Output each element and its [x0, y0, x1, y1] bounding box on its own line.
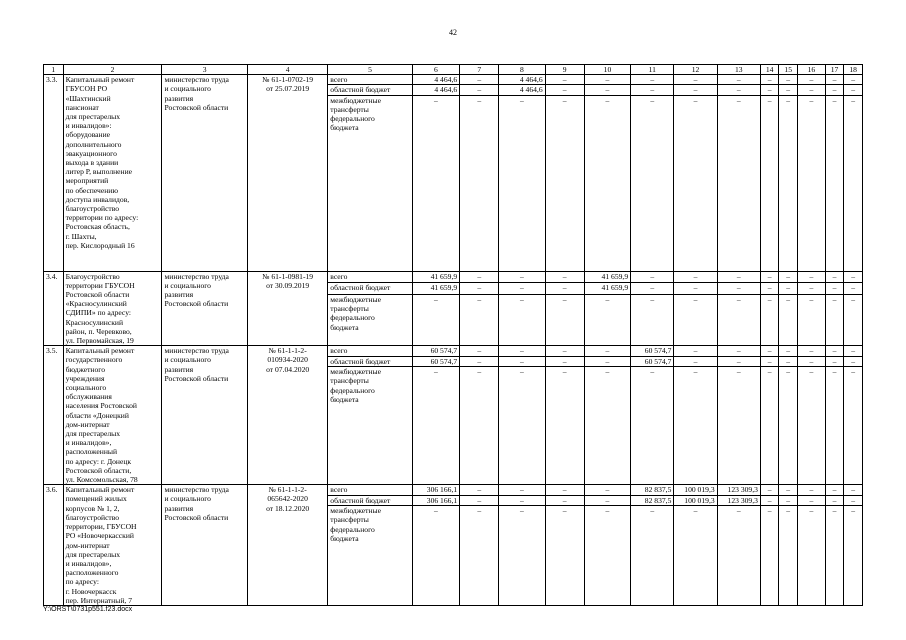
column-header: 18 — [844, 65, 863, 75]
value-cell: – — [717, 85, 760, 95]
funding-source-label: межбюджетные трансферты федерального бюджета — [328, 294, 412, 345]
value-cell: – — [825, 271, 844, 283]
value-cell: – — [460, 485, 499, 495]
value-cell: – — [631, 95, 674, 271]
value-cell: – — [631, 367, 674, 485]
value-cell: 60 574,7 — [412, 356, 459, 366]
value-cell: 306 166,1 — [412, 495, 459, 505]
value-cell: – — [631, 85, 674, 95]
value-cell: 123 309,3 — [717, 485, 760, 495]
value-cell: 82 837,5 — [631, 495, 674, 505]
value-cell: – — [412, 506, 459, 606]
value-cell: – — [825, 367, 844, 485]
value-cell: – — [717, 95, 760, 271]
value-cell: 82 837,5 — [631, 485, 674, 495]
value-cell: 60 574,7 — [631, 356, 674, 366]
column-header: 13 — [717, 65, 760, 75]
value-cell: – — [584, 506, 630, 606]
table-row — [44, 485, 863, 495]
funding-source-label: всего — [328, 271, 412, 283]
value-cell: – — [779, 283, 798, 295]
value-cell: 41 659,9 — [412, 271, 459, 283]
value-cell: – — [499, 294, 545, 345]
value-cell: 60 574,7 — [412, 346, 459, 356]
value-cell: – — [844, 367, 863, 485]
value-cell: – — [674, 356, 717, 366]
value-cell: – — [499, 356, 545, 366]
funding-source-label: областной бюджет — [328, 356, 412, 366]
value-cell: – — [584, 356, 630, 366]
record-name: Благоустройство территории ГБУСОН Ростовской области «Красносулинский СДИПИ» по адресу: Красносулинский район, п. Черевково, ул. Первомайская, 19 — [63, 271, 162, 346]
value-cell: – — [545, 85, 584, 95]
file-path-footer: Y:\ORST\0731p551.f23.docx — [43, 606, 133, 613]
value-cell: – — [460, 495, 499, 505]
value-cell: – — [760, 75, 779, 85]
value-cell: – — [717, 294, 760, 345]
value-cell: – — [631, 271, 674, 283]
value-cell: – — [674, 367, 717, 485]
value-cell: – — [584, 346, 630, 356]
value-cell: – — [499, 271, 545, 283]
value-cell: 306 166,1 — [412, 485, 459, 495]
value-cell: – — [717, 271, 760, 283]
value-cell: 100 019,3 — [674, 495, 717, 505]
column-header: 17 — [825, 65, 844, 75]
funding-source-label: областной бюджет — [328, 85, 412, 95]
value-cell: – — [797, 495, 825, 505]
value-cell: 41 659,9 — [412, 283, 459, 295]
record-idx: 3.5. — [44, 346, 64, 485]
value-cell: – — [717, 356, 760, 366]
column-header: 5 — [328, 65, 412, 75]
value-cell: – — [797, 75, 825, 85]
value-cell: – — [844, 85, 863, 95]
value-cell: – — [584, 75, 630, 85]
record-idx: 3.6. — [44, 485, 64, 606]
value-cell: – — [412, 95, 459, 271]
value-cell: – — [760, 495, 779, 505]
value-cell: – — [499, 506, 545, 606]
value-cell: – — [717, 283, 760, 295]
value-cell: – — [779, 294, 798, 345]
page-number: 42 — [449, 28, 457, 37]
value-cell: – — [844, 294, 863, 345]
value-cell: 41 659,9 — [584, 271, 630, 283]
value-cell: – — [797, 294, 825, 345]
value-cell: – — [779, 506, 798, 606]
value-cell: – — [545, 294, 584, 345]
funding-source-label: межбюджетные трансферты федерального бюджета — [328, 95, 412, 271]
value-cell: – — [674, 346, 717, 356]
value-cell: – — [674, 506, 717, 606]
value-cell: – — [797, 271, 825, 283]
record-doc: № 61-1-1-2- 065642-2020 от 18.12.2020 — [247, 485, 327, 606]
value-cell: – — [545, 346, 584, 356]
value-cell: – — [779, 85, 798, 95]
record-name: Капитальный ремонт помещений жилых корпусов № 1, 2, благоустройство территории, ГБУСОН РО «Новочеркасский дом-интернат для престарелых и инвалидов», расположенного по адресу: г. Новочеркасск пер. Интернатный, 7 — [63, 485, 162, 606]
value-cell: – — [460, 506, 499, 606]
column-header: 7 — [460, 65, 499, 75]
table-row — [44, 75, 863, 85]
value-cell: – — [717, 367, 760, 485]
value-cell: – — [797, 356, 825, 366]
value-cell: – — [825, 85, 844, 95]
value-cell: – — [717, 346, 760, 356]
value-cell: – — [460, 283, 499, 295]
value-cell: – — [797, 346, 825, 356]
value-cell: – — [779, 367, 798, 485]
value-cell: – — [631, 283, 674, 295]
column-header: 15 — [779, 65, 798, 75]
value-cell: – — [760, 356, 779, 366]
table-body — [44, 65, 863, 606]
value-cell: – — [760, 271, 779, 283]
funding-source-label: всего — [328, 75, 412, 85]
column-header: 11 — [631, 65, 674, 75]
value-cell: – — [825, 506, 844, 606]
value-cell: – — [825, 495, 844, 505]
column-header: 16 — [797, 65, 825, 75]
value-cell: – — [844, 95, 863, 271]
column-header: 6 — [412, 65, 459, 75]
value-cell: – — [584, 367, 630, 485]
value-cell: – — [797, 85, 825, 95]
value-cell: – — [779, 95, 798, 271]
value-cell: – — [674, 283, 717, 295]
value-cell: – — [412, 294, 459, 345]
value-cell: – — [825, 485, 844, 495]
value-cell: – — [631, 506, 674, 606]
record-idx: 3.4. — [44, 271, 64, 346]
value-cell: – — [460, 294, 499, 345]
value-cell: – — [797, 95, 825, 271]
value-cell: – — [499, 485, 545, 495]
value-cell: – — [545, 356, 584, 366]
value-cell: – — [779, 356, 798, 366]
value-cell: – — [844, 271, 863, 283]
value-cell: – — [779, 346, 798, 356]
value-cell: – — [717, 506, 760, 606]
value-cell: – — [797, 367, 825, 485]
value-cell: 123 309,3 — [717, 495, 760, 505]
value-cell: – — [825, 346, 844, 356]
value-cell: – — [545, 271, 584, 283]
value-cell: 4 464,6 — [499, 75, 545, 85]
record-idx: 3.3. — [44, 75, 64, 271]
value-cell: – — [760, 85, 779, 95]
value-cell: – — [412, 367, 459, 485]
value-cell: – — [825, 294, 844, 345]
value-cell: – — [631, 294, 674, 345]
value-cell: – — [674, 95, 717, 271]
value-cell: 4 464,6 — [412, 85, 459, 95]
value-cell: – — [545, 75, 584, 85]
value-cell: – — [499, 495, 545, 505]
value-cell: – — [760, 485, 779, 495]
funding-source-label: межбюджетные трансферты федерального бюджета — [328, 506, 412, 606]
value-cell: – — [760, 294, 779, 345]
value-cell: – — [674, 294, 717, 345]
budget-table — [43, 64, 863, 606]
value-cell: – — [844, 485, 863, 495]
record-doc: № 61-1-0981-19 от 30.09.2019 — [247, 271, 327, 346]
value-cell: – — [584, 95, 630, 271]
value-cell: – — [499, 283, 545, 295]
value-cell: – — [797, 506, 825, 606]
table-row — [44, 346, 863, 356]
column-header: 3 — [162, 65, 248, 75]
value-cell: – — [760, 367, 779, 485]
column-header: 4 — [247, 65, 327, 75]
value-cell: – — [460, 356, 499, 366]
record-org: министерство труда и социального развития Ростовской области — [162, 75, 248, 271]
record-name: Капитальный ремонт государственного бюджетного учреждения социального обслуживания населения Ростовской области «Донецкий дом-интернат для престарелых и инвалидов», расположенный по адресу: г. Донецк Ростовской области, ул. Комсомольская, 78 — [63, 346, 162, 485]
column-header: 2 — [63, 65, 162, 75]
value-cell: – — [844, 283, 863, 295]
value-cell: – — [797, 485, 825, 495]
value-cell: – — [460, 271, 499, 283]
funding-source-label: всего — [328, 485, 412, 495]
value-cell: – — [584, 485, 630, 495]
table-row — [44, 271, 863, 283]
record-org: министерство труда и социального развития Ростовской области — [162, 346, 248, 485]
value-cell: – — [825, 356, 844, 366]
value-cell: – — [545, 283, 584, 295]
record-org: министерство труда и социального развития Ростовской области — [162, 485, 248, 606]
value-cell: – — [779, 485, 798, 495]
funding-source-label: областной бюджет — [328, 495, 412, 505]
value-cell: – — [825, 75, 844, 85]
value-cell: – — [825, 95, 844, 271]
value-cell: 100 019,3 — [674, 485, 717, 495]
value-cell: – — [844, 495, 863, 505]
value-cell: – — [460, 346, 499, 356]
value-cell: 60 574,7 — [631, 346, 674, 356]
value-cell: – — [460, 367, 499, 485]
value-cell: – — [584, 85, 630, 95]
value-cell: 4 464,6 — [499, 85, 545, 95]
value-cell: – — [674, 75, 717, 85]
value-cell: – — [844, 356, 863, 366]
value-cell: – — [545, 367, 584, 485]
value-cell: – — [674, 271, 717, 283]
value-cell: – — [760, 283, 779, 295]
column-header: 14 — [760, 65, 779, 75]
value-cell: – — [460, 75, 499, 85]
value-cell: – — [825, 283, 844, 295]
record-org: министерство труда и социального развития Ростовской области — [162, 271, 248, 346]
record-doc: № 61-1-1-2- 010934-2020 от 07.04.2020 — [247, 346, 327, 485]
value-cell: – — [545, 506, 584, 606]
record-name: Капитальный ремонт ГБУСОН РО «Шахтинский пансионат для престарелых и инвалидов»: оборудование дополнительного эвакуационного выхода в здании литер Р, выполнение мероприятий по обеспечению доступа инвалидов, благоустройство территории по адресу: Ростовская область, г. Шахты, пер. Кислородный 16 — [63, 75, 162, 271]
value-cell: – — [779, 271, 798, 283]
column-header: 12 — [674, 65, 717, 75]
value-cell: – — [674, 85, 717, 95]
funding-source-label: межбюджетные трансферты федерального бюджета — [328, 367, 412, 485]
value-cell: – — [460, 95, 499, 271]
value-cell: – — [797, 283, 825, 295]
column-header: 9 — [545, 65, 584, 75]
value-cell: – — [460, 85, 499, 95]
record-doc: № 61-1-0702-19 от 25.07.2019 — [247, 75, 327, 271]
value-cell: – — [545, 485, 584, 495]
value-cell: – — [779, 495, 798, 505]
column-header: 1 — [44, 65, 64, 75]
value-cell: – — [545, 95, 584, 271]
value-cell: – — [760, 95, 779, 271]
value-cell: – — [499, 346, 545, 356]
value-cell: – — [717, 75, 760, 85]
value-cell: – — [760, 346, 779, 356]
column-header: 10 — [584, 65, 630, 75]
value-cell: – — [499, 367, 545, 485]
funding-source-label: областной бюджет — [328, 283, 412, 295]
funding-source-label: всего — [328, 346, 412, 356]
value-cell: – — [631, 75, 674, 85]
value-cell: – — [844, 506, 863, 606]
value-cell: – — [584, 294, 630, 345]
value-cell: – — [545, 495, 584, 505]
value-cell: – — [760, 506, 779, 606]
value-cell: – — [844, 75, 863, 85]
value-cell: 41 659,9 — [584, 283, 630, 295]
value-cell: – — [499, 95, 545, 271]
value-cell: – — [584, 495, 630, 505]
column-header: 8 — [499, 65, 545, 75]
value-cell: – — [779, 75, 798, 85]
header-row — [44, 65, 863, 75]
value-cell: – — [844, 346, 863, 356]
value-cell: 4 464,6 — [412, 75, 459, 85]
